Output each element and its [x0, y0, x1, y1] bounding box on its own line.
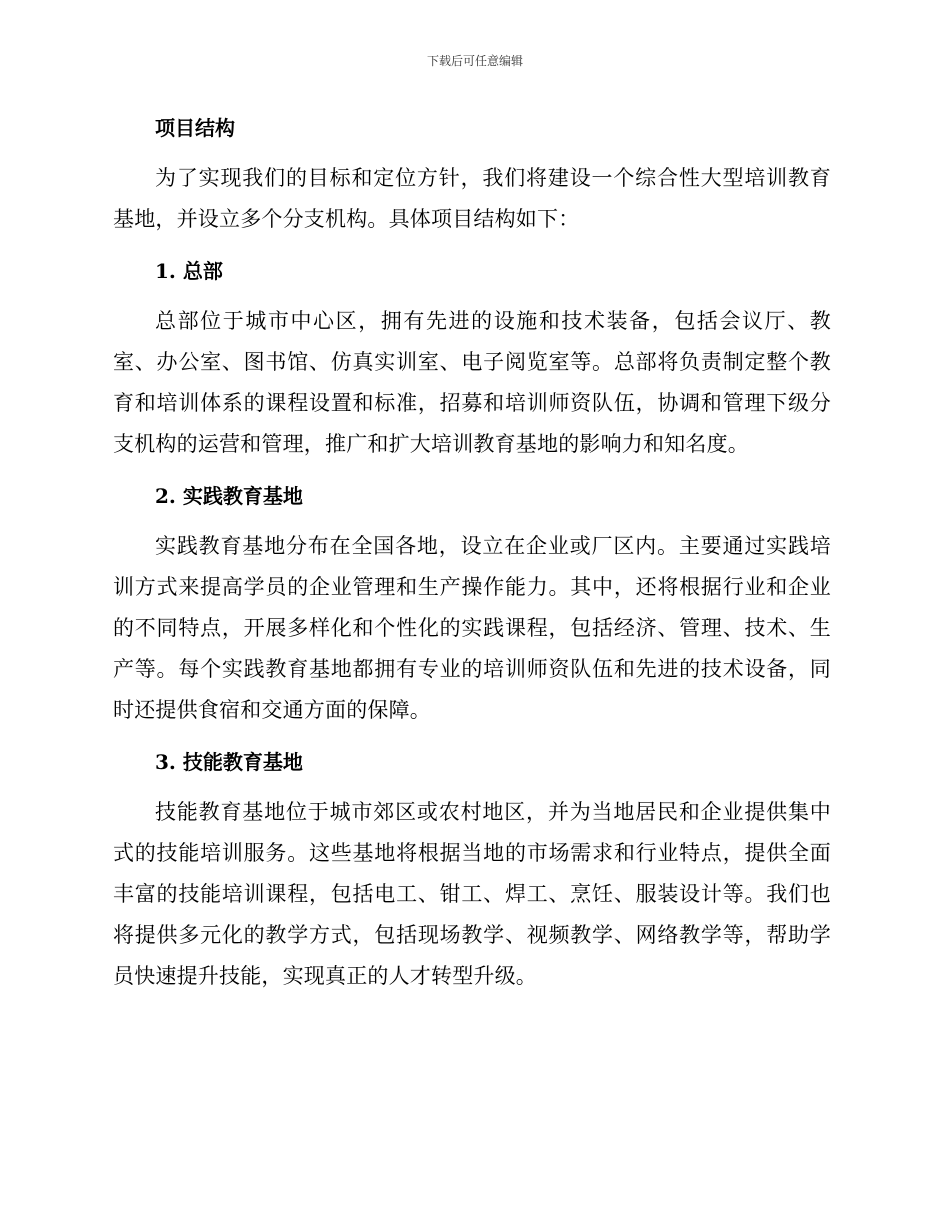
page-header-note: 下载后可任意编辑: [426, 54, 523, 68]
section-heading-practice-base: 2. 实践教育基地: [155, 484, 303, 508]
section-body-skills-base: 技能教育基地位于城市郊区或农村地区，并为当地居民和企业提供集中式的技能培训服务。这些基地将根据当地的市场需求和行业特点，提供全面丰富的技能培训课程，包括电工、钳工、焊工、烹饪、服装设计等。我们也将提供多元化的教学方式，包括现场教学、视频教学、网络教学等，帮助学员快速提升技能，实现真正的人才转型升级。: [113, 800, 831, 988]
document-body: [113, 108, 831, 1008]
section-heading-headquarters: 1. 总部: [155, 259, 223, 283]
section-heading-skills-base: 3. 技能教育基地: [155, 750, 303, 774]
section-body-practice-base: 实践教育基地分布在全国各地，设立在企业或厂区内。主要通过实践培训方式来提高学员的企业管理和生产操作能力。其中，还将根据行业和企业的不同特点，开展多样化和个性化的实践课程，包括经济、管理、技术、生产等。每个实践教育基地都拥有专业的培训师资队伍和先进的技术设备，同时还提供食宿和交通方面的保障。: [113, 534, 831, 722]
document-title: 项目结构: [155, 116, 235, 140]
section-body-headquarters: 总部位于城市中心区，拥有先进的设施和技术装备，包括会议厅、教室、办公室、图书馆、仿真实训室、电子阅览室等。总部将负责制定整个教育和培训体系的课程设置和标准，招募和培训师资队伍，协调和管理下级分支机构的运营和管理，推广和扩大培训教育基地的影响力和知名度。: [113, 309, 831, 456]
intro-paragraph: 为了实现我们的目标和定位方针，我们将建设一个综合性大型培训教育基地，并设立多个分支机构。具体项目结构如下：: [113, 166, 831, 231]
